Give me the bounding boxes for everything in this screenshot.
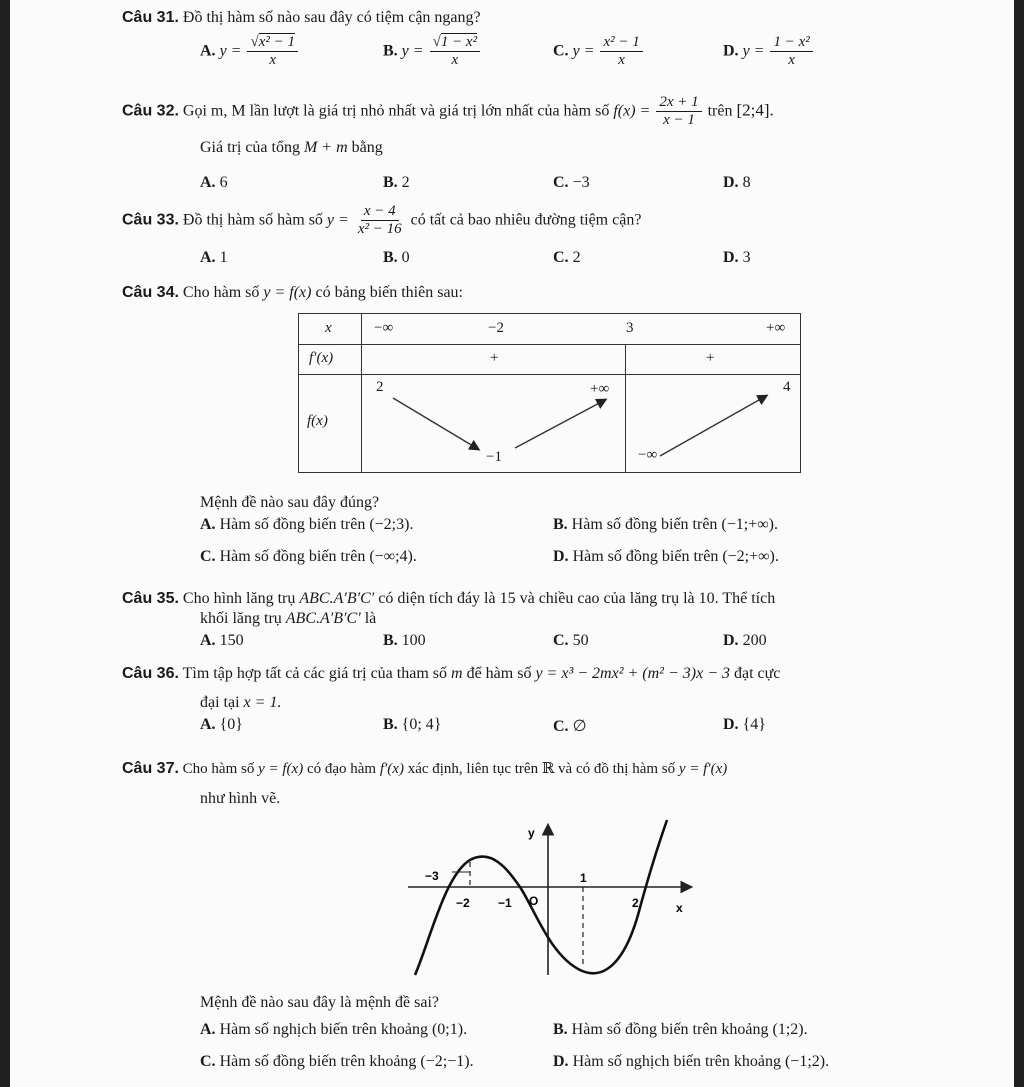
option-text: Hàm số đồng biến trên khoảng (571, 1021, 769, 1038)
question-text-b: có bảng biến thiên sau: (315, 284, 463, 301)
x-value: 3 (626, 320, 634, 336)
option-text: Hàm số đồng biến trên (219, 516, 366, 533)
question-text-b: để hàm số (466, 665, 532, 682)
q37-prompt: Mệnh đề nào sau đây là mệnh đề sai? (200, 994, 440, 1011)
option-math: (−2;−1). (420, 1053, 474, 1070)
option-value: {0; 4} (401, 716, 442, 733)
question-label: Câu 37. (122, 760, 179, 777)
fraction: $\frac{\text{√x² − 1}}{x}$ (247, 34, 298, 70)
x-axis-label: x (676, 901, 683, 915)
option-lhs: y = (572, 42, 595, 60)
question-text: Cho hình lăng trụ (182, 590, 296, 607)
sign: + (490, 350, 499, 366)
question-label: Câu 33. (122, 211, 179, 229)
option-value: 50 (572, 632, 589, 649)
row-label: f′(x) (309, 350, 334, 366)
option-key: A. (200, 516, 216, 533)
option-key: A. (200, 174, 216, 191)
question-text-b: trên (707, 102, 733, 120)
question-label: Câu 31. (122, 9, 179, 26)
option-key: C. (553, 718, 569, 735)
option-key: C. (553, 249, 569, 266)
option-text: Hàm số nghịch biến trên khoảng (572, 1053, 781, 1070)
fraction-denominator: x − 1 (663, 112, 695, 129)
x-value: −∞ (374, 320, 394, 336)
option-value: 8 (742, 174, 751, 191)
option-value: 150 (219, 632, 244, 649)
option-key: B. (383, 42, 398, 60)
question-text-b: có tất cả bao nhiêu đường tiệm cận? (410, 211, 642, 229)
option-key: D. (553, 548, 569, 565)
option-math: (−2;+∞). (722, 548, 779, 565)
option-math: (−∞;4). (369, 548, 417, 565)
option-math: (−2;3). (369, 516, 414, 533)
f-value-plus-infinity: +∞ (590, 381, 610, 397)
fraction-numerator: x − 4 (361, 203, 399, 221)
option-key: C. (553, 632, 569, 649)
fraction: $\frac{\text{√1 − x²}}{x}$ (430, 34, 481, 70)
option-value: 0 (401, 249, 410, 266)
option-key: A. (200, 632, 216, 649)
option-value: 3 (742, 249, 751, 266)
option-math: (−1;2). (784, 1053, 830, 1070)
question-text: Gọi m, M lần lượt là giá trị nhỏ nhất và giá trị lớn nhất của hàm số (182, 102, 610, 120)
fraction-numerator: x² − 1 (258, 34, 295, 50)
option-math: (0;1). (431, 1021, 468, 1038)
option-key: B. (553, 516, 568, 533)
option-math: (1;2). (772, 1021, 808, 1038)
question-text: Đồ thị hàm số hàm số (182, 211, 323, 229)
question-text-c: Giá trị của tổng (200, 139, 300, 156)
origin-label: O (529, 894, 539, 908)
tick-label: −1 (498, 896, 512, 910)
x-value: −2 (488, 320, 504, 336)
option-lhs: y = (401, 42, 424, 60)
question-label: Câu 34. (122, 284, 179, 301)
function-lhs: f(x) = (613, 102, 651, 120)
fraction-denominator: x² − 16 (357, 221, 402, 238)
option-key: D. (723, 249, 739, 266)
option-lhs: y = (219, 42, 242, 60)
option-key: D. (723, 174, 739, 191)
option-value: 6 (219, 174, 228, 191)
option-value: 200 (742, 632, 767, 649)
parameter: m (451, 665, 463, 682)
option-key: C. (553, 42, 569, 60)
option-key: A. (200, 1021, 216, 1038)
question-text: Cho hàm số (182, 761, 255, 777)
q37-line-2: như hình vẽ. (200, 790, 281, 807)
f-value-minus-infinity: −∞ (638, 447, 658, 463)
function-lhs: y = (326, 211, 349, 229)
q37-option-c (200, 1053, 474, 1071)
prism-name: ABC.A′B′C′ (285, 610, 361, 627)
interval: [2;4]. (736, 100, 774, 120)
option-key: C. (200, 1053, 216, 1070)
q37-option-a (200, 1021, 467, 1039)
option-key: A. (200, 716, 216, 733)
f-value-min: −1 (486, 449, 502, 465)
f-value-end: 4 (783, 379, 791, 395)
option-key: B. (383, 632, 398, 649)
function: y = f(x) (258, 761, 304, 777)
tick-label: −3 (425, 869, 439, 883)
question-text-b: có đạo hàm (306, 761, 377, 777)
option-key: A. (200, 249, 216, 266)
option-value: 2 (401, 174, 410, 191)
question-text: Tìm tập hợp tất cả các giá trị của tham số (182, 665, 447, 682)
question-text-b: có diện tích đáy là 15 và chiều cao của lăng trụ là 10. Thể tích (378, 590, 776, 607)
row-label: x (325, 320, 332, 336)
option-key: B. (383, 249, 398, 266)
question-label: Câu 36. (122, 665, 179, 682)
question-label: Câu 32. (122, 102, 179, 120)
tick-label: 2 (632, 896, 639, 910)
option-text: Hàm số đồng biến trên (219, 548, 366, 565)
option-text: Hàm số đồng biến trên (571, 516, 718, 533)
question-text-d: bằng (351, 139, 383, 156)
option-key: B. (383, 174, 398, 191)
option-lhs: y = (742, 42, 765, 60)
question-text-c: khối lăng trụ (200, 610, 282, 627)
option-value: ∅ (572, 718, 587, 735)
q37-option-d (553, 1053, 829, 1071)
option-text: Hàm số đồng biến trên (572, 548, 719, 565)
option-key: B. (553, 1021, 568, 1038)
option-value: −3 (572, 174, 590, 191)
option-key: D. (723, 632, 739, 649)
f-value-start: 2 (376, 379, 384, 395)
question-text: Đồ thị hàm số nào sau đây có tiệm cận ngang? (182, 9, 481, 26)
fraction-denominator: x (618, 52, 625, 69)
derivative-curve (415, 820, 667, 975)
option-key: D. (553, 1053, 569, 1070)
fraction-numerator: 1 − x² (770, 34, 812, 52)
option-value: 2 (572, 249, 581, 266)
question-text-c: xác định, liên tục trên ℝ và có đồ thị hàm số (407, 761, 676, 777)
option-value: {4} (742, 716, 766, 733)
y-axis-label: y (528, 826, 535, 840)
fraction-numerator: x² − 1 (600, 34, 642, 52)
q34-prompt: Mệnh đề nào sau đây đúng? (200, 494, 380, 511)
expression: M + m (303, 139, 348, 156)
option-value: 100 (401, 632, 426, 649)
tick-label: −2 (456, 896, 470, 910)
q37-option-b (553, 1021, 808, 1039)
question-text-d: đại tại (200, 694, 240, 711)
prism-name: ABC.A′B′C′ (299, 590, 375, 607)
function: y = x³ − 2mx² + (m² − 3)x − 3 (535, 665, 730, 682)
option-key: D. (723, 716, 739, 733)
fraction-denominator: x (788, 52, 795, 69)
x-value: +∞ (766, 320, 786, 336)
option-text: Hàm số đồng biến trên khoảng (219, 1053, 417, 1070)
point: x = 1. (243, 694, 282, 711)
option-key: A. (200, 42, 216, 60)
option-value: 1 (219, 249, 228, 266)
option-text: Hàm số nghịch biến trên khoảng (219, 1021, 428, 1038)
option-key: B. (383, 716, 398, 733)
option-key: C. (553, 174, 569, 191)
function: y = f(x) (263, 284, 312, 301)
question-text: Cho hàm số (182, 284, 260, 301)
tick-label: 1 (580, 871, 587, 885)
row-label: f(x) (307, 413, 328, 429)
question-label: Câu 35. (122, 590, 179, 607)
function-derivative: y = f′(x) (678, 761, 728, 777)
derivative: f′(x) (379, 761, 404, 777)
option-math: (−1;+∞). (721, 516, 778, 533)
question-text-d: là (364, 610, 377, 627)
fraction-numerator: 1 − x² (440, 34, 478, 50)
option-value: {0} (219, 716, 243, 733)
sign: + (706, 350, 715, 366)
option-key: C. (200, 548, 216, 565)
fraction-denominator: x (269, 52, 277, 69)
fraction-denominator: x (451, 52, 459, 69)
option-key: D. (723, 42, 739, 60)
fraction-numerator: 2x + 1 (656, 94, 701, 112)
question-text-c: đạt cực (733, 665, 781, 682)
